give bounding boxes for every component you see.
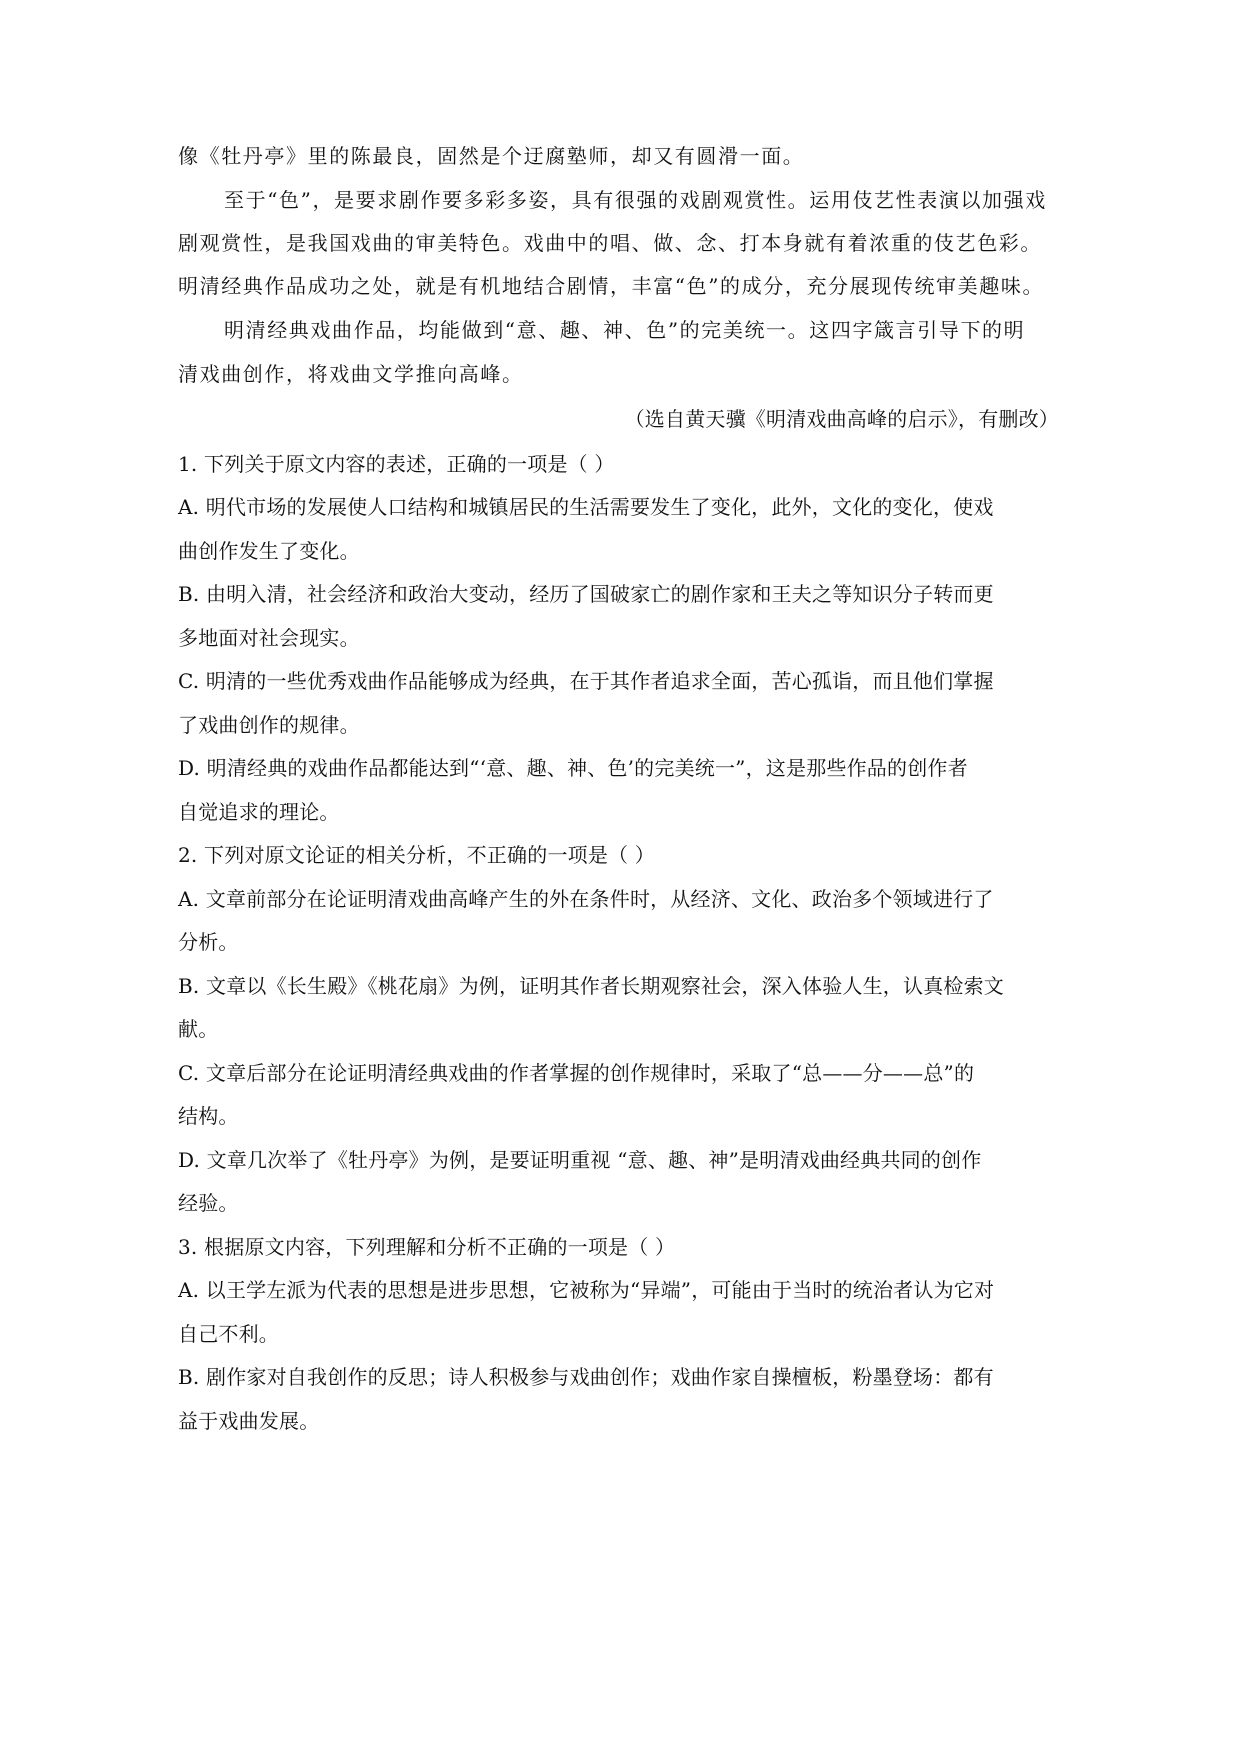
question-1-option-c: C. 明清的一些优秀戏曲作品能够成为经典，在于其作者追求全面，苦心孤诣，而且他们掌握 [178, 669, 994, 693]
question-2-stem: 2. 下列对原文论证的相关分析，不正确的一项是（ ） [178, 843, 655, 867]
question-1-option-a-cont: 曲创作发生了变化。 [178, 539, 360, 563]
question-2-option-c-cont: 结构。 [178, 1104, 239, 1128]
question-3-option-a-cont: 自己不利。 [178, 1322, 279, 1346]
question-1-option-b: B. 由明入清，社会经济和政治大变动，经历了国破家亡的剧作家和王夫之等知识分子转而更 [178, 582, 994, 606]
question-3-option-b: B. 剧作家对自我创作的反思；诗人积极参与戏曲创作；戏曲作家自操檀板，粉墨登场：都有 [178, 1365, 994, 1389]
passage-line: 明清经典戏曲作品，均能做到“意、趣、神、色”的完美统一。这四字箴言引导下的明 [224, 318, 1026, 342]
question-1-option-c-cont: 了戏曲创作的规律。 [178, 713, 360, 737]
passage-line: 清戏曲创作，将戏曲文学推向高峰。 [178, 362, 524, 386]
source-citation: （选自黄天骥《明清戏曲高峰的启示》，有删改） [624, 407, 1059, 431]
question-2-option-a-cont: 分析。 [178, 930, 239, 954]
question-1-option-b-cont: 多地面对社会现实。 [178, 626, 360, 650]
question-1-stem: 1. 下列关于原文内容的表述，正确的一项是（ ） [178, 452, 615, 476]
passage-line: 至于“色”，是要求剧作要多彩多姿，具有很强的戏剧观赏性。运用伎艺性表演以加强戏 [224, 188, 1047, 212]
question-3-option-b-cont: 益于戏曲发展。 [178, 1409, 320, 1433]
question-3-stem: 3. 根据原文内容，下列理解和分析不正确的一项是（ ） [178, 1235, 676, 1259]
question-1-option-d: D. 明清经典的戏曲作品都能达到“‘意、趣、神、色’的完美统一”，这是那些作品的创作者 [178, 756, 968, 780]
passage-line: 像《牡丹亭》里的陈最良，固然是个迂腐塾师，却又有圆滑一面。 [178, 144, 805, 168]
question-2-option-d: D. 文章几次举了《牡丹亭》为例，是要证明重视 “意、趣、神”是明清戏曲经典共同的创作 [178, 1148, 982, 1172]
question-1-option-a: A. 明代市场的发展使人口结构和城镇居民的生活需要发生了变化，此外，文化的变化，使戏 [178, 495, 994, 519]
passage-line: 剧观赏性，是我国戏曲的审美特色。戏曲中的唱、做、念、打本身就有着浓重的伎艺色彩。 [178, 231, 1042, 255]
passage-line: 明清经典作品成功之处，就是有机地结合剧情，丰富“色”的成分，充分展现传统审美趣味。 [178, 274, 1045, 298]
question-2-option-c: C. 文章后部分在论证明清经典戏曲的作者掌握的创作规律时，采取了“总——分——总”的 [178, 1061, 975, 1085]
question-2-option-b: B. 文章以《长生殿》《桃花扇》为例，证明其作者长期观察社会，深入体验人生，认真检索文 [178, 974, 1005, 998]
question-2-option-a: A. 文章前部分在论证明清戏曲高峰产生的外在条件时，从经济、文化、政治多个领域进行了 [178, 887, 994, 911]
question-1-option-d-cont: 自觉追求的理论。 [178, 800, 340, 824]
question-2-option-b-cont: 献。 [178, 1017, 219, 1041]
question-2-option-d-cont: 经验。 [178, 1191, 239, 1215]
question-3-option-a: A. 以王学左派为代表的思想是进步思想，它被称为“异端”，可能由于当时的统治者认为它对 [178, 1278, 995, 1302]
